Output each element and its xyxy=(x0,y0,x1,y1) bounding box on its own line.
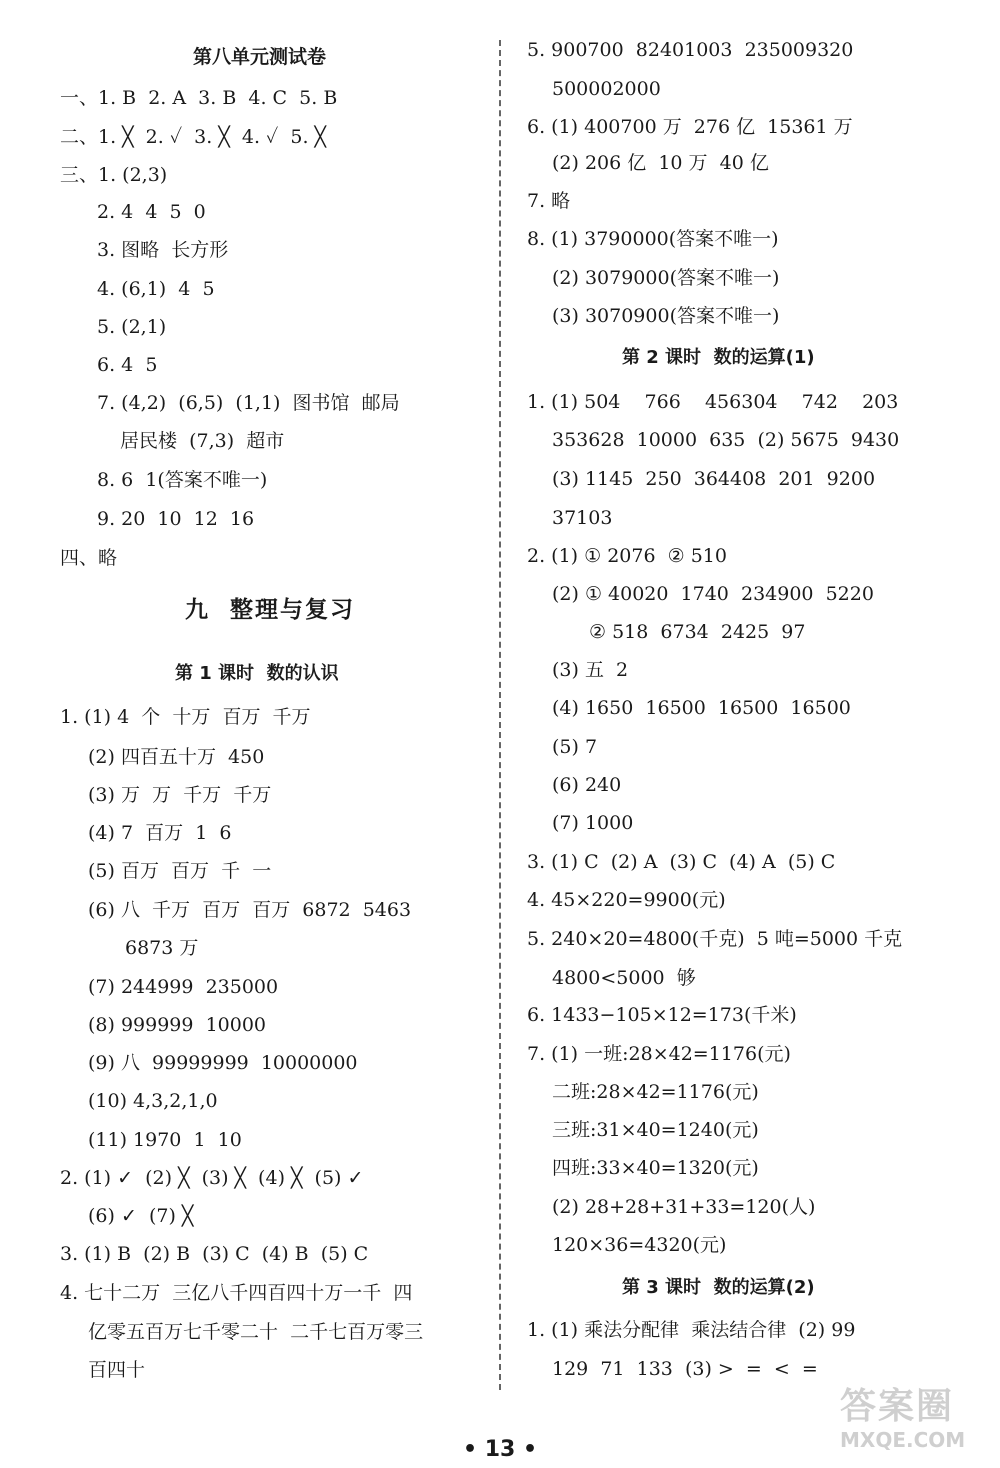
answer-line: 6. 1433−105×12=173(千米) xyxy=(527,1004,797,1026)
answer-line: (4) 7 百万 1 6 xyxy=(88,822,232,844)
answer-line: 四、略 xyxy=(60,547,118,569)
answer-line: 37103 xyxy=(552,507,613,529)
answer-line: 百四十 xyxy=(88,1359,146,1381)
answer-line: 3. (1) C (2) A (3) C (4) A (5) C xyxy=(527,851,836,873)
answer-line: (2) 四百五十万 450 xyxy=(88,746,265,768)
answer-line: 5. (2,1) xyxy=(97,316,167,338)
answer-line: (2) ① 40020 1740 234900 5220 xyxy=(552,583,874,605)
answer-line: 3. (1) B (2) B (3) C (4) B (5) C xyxy=(60,1243,369,1265)
answer-line: 4. (6,1) 4 5 xyxy=(97,278,215,300)
answer-line: 3. 图略 长方形 xyxy=(97,239,229,261)
answer-line: 4. 七十二万 三亿八千四百四十万一千 四 xyxy=(60,1282,413,1304)
lesson3-title: 第 3 课时 数的运算(2) xyxy=(622,1277,815,1298)
column-divider xyxy=(499,40,501,1390)
answer-line: 三、1. (2,3) xyxy=(60,164,168,186)
answer-line: (9) 八 99999999 10000000 xyxy=(88,1052,358,1074)
watermark-logo xyxy=(840,1378,990,1458)
answer-line: 120×36=4320(元) xyxy=(552,1234,727,1256)
answer-line: 6873 万 xyxy=(125,937,199,959)
answer-line: ② 518 6734 2425 97 xyxy=(589,621,806,643)
lesson2-title: 第 2 课时 数的运算(1) xyxy=(622,347,815,368)
lesson1-title: 第 1 课时 数的认识 xyxy=(175,663,339,684)
answer-line: 三班:31×40=1240(元) xyxy=(552,1119,759,1141)
answer-line: (2) 206 亿 10 万 40 亿 xyxy=(552,152,769,174)
answer-line: (3) 3070900(答案不唯一) xyxy=(552,305,780,327)
answer-line: 二、1. ╳ 2. ✓ 3. ╳ 4. ✓ 5. ╳ xyxy=(60,126,326,148)
answer-line: 9. 20 10 12 16 xyxy=(97,508,255,530)
answer-line: 4800<5000 够 xyxy=(552,967,696,989)
answer-line: 二班:28×42=1176(元) xyxy=(552,1081,759,1103)
answer-line: 1. (1) 504 766 456304 742 203 xyxy=(527,391,899,413)
watermark-url: MXQE.COM xyxy=(840,1428,966,1452)
answer-line: 6. 4 5 xyxy=(97,354,158,376)
answer-line: (2) 3079000(答案不唯一) xyxy=(552,267,780,289)
chapter-title: 九 整理与复习 xyxy=(185,597,356,623)
answer-line: 5. 900700 82401003 235009320 xyxy=(527,39,854,61)
answer-line: (10) 4,3,2,1,0 xyxy=(88,1090,218,1112)
answer-line: 500002000 xyxy=(552,78,661,100)
answer-line: 353628 10000 635 (2) 5675 9430 xyxy=(552,429,900,451)
answer-line: 7. 略 xyxy=(527,190,571,212)
answer-line: 2. 4 4 5 0 xyxy=(97,201,206,223)
answer-line: 四班:33×40=1320(元) xyxy=(552,1157,759,1179)
answer-line: (5) 百万 百万 千 一 xyxy=(88,860,272,882)
answer-line: 7. (4,2) (6,5) (1,1) 图书馆 邮局 xyxy=(97,392,400,414)
answer-line: 亿零五百万七千零二十 二千七百万零三 xyxy=(88,1321,424,1343)
answer-line: 1. (1) 4 个 十万 百万 千万 xyxy=(60,706,311,728)
page-number: • 13 • xyxy=(462,1437,538,1462)
unit8-title: 第八单元测试卷 xyxy=(193,46,327,68)
answer-line: (3) 五 2 xyxy=(552,659,629,681)
answer-line: (3) 1145 250 364408 201 9200 xyxy=(552,468,876,490)
answer-line: 5. 240×20=4800(千克) 5 吨=5000 千克 xyxy=(527,928,903,950)
answer-line: (5) 7 xyxy=(552,736,598,758)
answer-line: (2) 28+28+31+33=120(人) xyxy=(552,1196,816,1218)
answer-line: (7) 244999 235000 xyxy=(88,976,279,998)
answer-line: (4) 1650 16500 16500 16500 xyxy=(552,697,851,719)
answer-line: (6) ✓ (7) ╳ xyxy=(88,1205,194,1227)
answer-line: (6) 240 xyxy=(552,774,622,796)
watermark-text: 答案圈 xyxy=(840,1386,955,1427)
answer-line: 2. (1) ① 2076 ② 510 xyxy=(527,545,727,567)
answer-line: (6) 八 千万 百万 百万 6872 5463 xyxy=(88,899,412,921)
answer-line: (7) 1000 xyxy=(552,812,634,834)
answer-line: 8. (1) 3790000(答案不唯一) xyxy=(527,228,779,250)
answer-line: 2. (1) ✓ (2) ╳ (3) ╳ (4) ╳ (5) ✓ xyxy=(60,1167,364,1189)
answer-line: 6. (1) 400700 万 276 亿 15361 万 xyxy=(527,116,853,138)
answer-line: 一、1. B 2. A 3. B 4. C 5. B xyxy=(60,87,338,109)
answer-line: 1. (1) 乘法分配律 乘法结合律 (2) 99 xyxy=(527,1319,856,1341)
answer-line: 居民楼 (7,3) 超市 xyxy=(120,430,285,452)
answer-line: (11) 1970 1 10 xyxy=(88,1129,242,1151)
answer-line: (8) 999999 10000 xyxy=(88,1014,267,1036)
answer-line: (3) 万 万 千万 千万 xyxy=(88,784,272,806)
answer-line: 4. 45×220=9900(元) xyxy=(527,889,726,911)
answer-line: 8. 6 1(答案不唯一) xyxy=(97,469,268,491)
answer-line: 129 71 133 (3) > = < = xyxy=(552,1358,818,1380)
answer-line: 7. (1) 一班:28×42=1176(元) xyxy=(527,1043,791,1065)
